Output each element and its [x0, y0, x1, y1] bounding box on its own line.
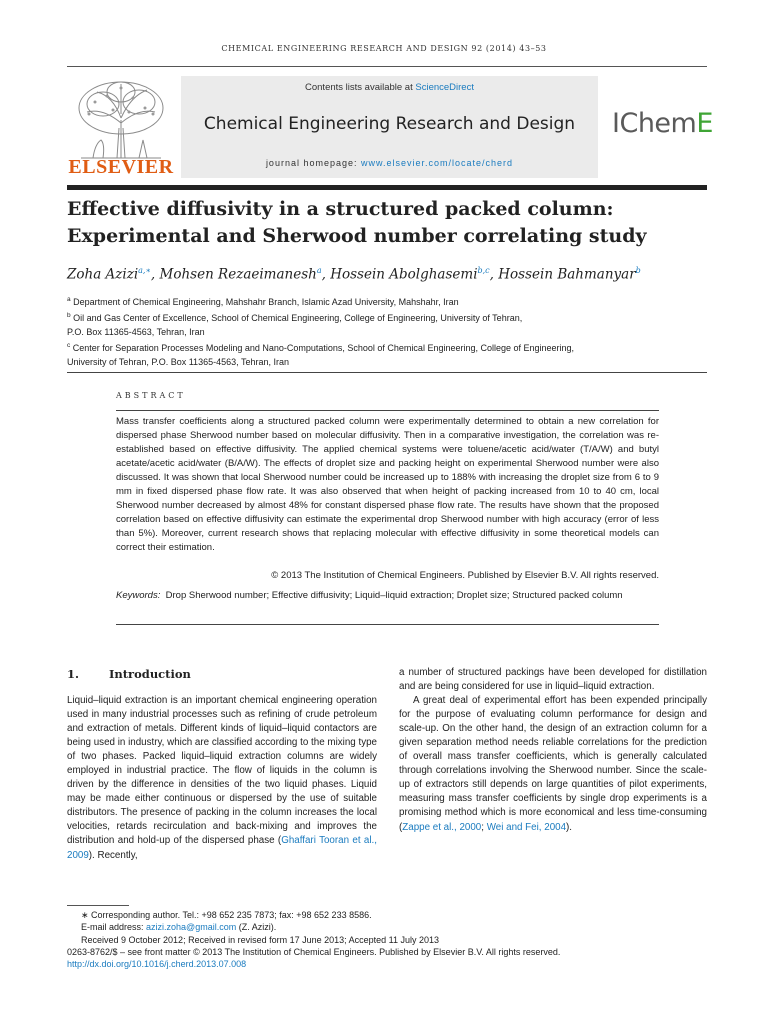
dates-note: Received 9 October 2012; Received in revised form 17 June 2013; Accepted 11 July 2013 — [81, 934, 440, 945]
author-list — [67, 266, 707, 283]
affiliation-line — [67, 355, 707, 369]
author-name[interactable]: Hossein Abolghasemi — [330, 266, 478, 283]
abstract-top-rule — [116, 410, 659, 411]
keywords-list: Drop Sherwood number; Effective diffusivity; Liquid–liquid extraction; Droplet size; Structured packed column — [165, 590, 623, 601]
abstract-heading: ABSTRACT — [116, 391, 186, 400]
author-affiliation-mark[interactable]: b,c — [477, 266, 490, 275]
homepage-link[interactable]: www.elsevier.com/locate/cherd — [361, 158, 514, 168]
section-number: 1. — [67, 667, 80, 681]
author-separator: , — [150, 266, 160, 283]
header-rule — [67, 66, 707, 67]
affiliation-mark: a — [67, 296, 71, 303]
body-column-right — [399, 666, 707, 835]
body-column-left — [67, 694, 377, 863]
masthead-divider — [67, 185, 707, 190]
affiliation-line — [67, 339, 707, 355]
running-head: CHEMICAL ENGINEERING RESEARCH AND DESIGN 92 (2014) 43–53 — [221, 44, 547, 53]
email-note — [67, 921, 707, 933]
author-separator: , — [489, 266, 499, 283]
icheme-logo — [612, 108, 713, 139]
affiliation-line — [67, 309, 707, 325]
affiliation-mark: b — [67, 312, 71, 319]
footnotes — [67, 909, 707, 970]
citation-link[interactable]: Zappe et al., 2000 — [402, 821, 482, 833]
article-title-line-1: Effective diffusivity in a structured packed column: — [67, 198, 614, 220]
sciencedirect-link[interactable]: ScienceDirect — [415, 82, 474, 93]
affiliation-text: Department of Chemical Engineering, Mahshahr Branch, Islamic Azad University, Mahshahr, Iran — [70, 297, 459, 307]
paragraph — [67, 694, 377, 863]
icheme-logo-e: E — [696, 108, 713, 139]
keywords — [116, 589, 659, 603]
homepage-prefix: journal homepage: — [265, 158, 361, 168]
paragraph — [399, 694, 707, 834]
author-affiliation-mark[interactable]: b — [635, 266, 641, 275]
email-tail: (Z. Azizi). — [236, 922, 277, 933]
journal-homepage — [181, 158, 598, 168]
affiliations — [67, 293, 707, 369]
affiliation-line — [67, 293, 707, 309]
paragraph: a number of structured packings have been developed for distillation and are being considered for use in liquid–liquid extraction. — [399, 667, 707, 693]
affiliation-line — [67, 325, 707, 339]
citation-link[interactable]: Wei and Fei, 2004 — [486, 821, 567, 833]
affiliation-text: Center for Separation Processes Modeling and Nano-Computations, School of Chemical Engineering, College of Engineering, — [70, 343, 575, 353]
journal-masthead — [181, 76, 598, 178]
article-title-line-2: Experimental and Sherwood number correlating study — [67, 225, 647, 247]
affiliation-mark: c — [67, 342, 71, 349]
paragraph-text: A great deal of experimental effort has been expended principally for the purpose of evaluating column performance for design and scale-up. On the other hand, the design of an extraction column for a given separation method needs reliable correlations for the prediction of overall mass transfer coefficients, which is generally calculated through correlations involving the Sherwood number. Since the scale-up of extractors still depends on large quantities of pilot experiments, measuring mass transfer coefficients by single drop experiments is a promising method which is more economical and less time-consuming ( — [399, 695, 707, 833]
abstract-copyright: © 2013 The Institution of Chemical Engineers. Published by Elsevier B.V. All rights reserved. — [271, 570, 659, 581]
citation-link[interactable]: Ghaffari Tooran et al., 2009 — [67, 835, 377, 861]
author-affiliation-mark[interactable]: a — [316, 266, 322, 275]
footnote-rule — [67, 905, 129, 906]
elsevier-wordmark: ELSEVIER — [68, 156, 174, 178]
section-heading — [67, 667, 191, 681]
author-name[interactable]: Zoha Azizi — [67, 266, 139, 283]
email-label: E-mail address: — [81, 922, 147, 933]
journal-title: Chemical Engineering Research and Design — [203, 114, 576, 134]
doi-link[interactable]: http://dx.doi.org/10.1016/j.cherd.2013.07.008 — [67, 959, 247, 970]
author-affiliation-mark[interactable]: a,∗ — [138, 266, 151, 275]
corresponding-author-note: ∗ Corresponding author. Tel.: +98 652 235 7873; fax: +98 652 233 8586. — [81, 910, 372, 920]
abstract-bottom-rule — [116, 624, 659, 625]
author-name[interactable]: Mohsen Rezaeimanesh — [159, 266, 317, 283]
citation-separator: ; — [481, 821, 487, 833]
article-title — [67, 196, 707, 250]
affiliation-text: Oil and Gas Center of Excellence, School of Chemical Engineering, College of Engineering, University of Tehran, — [70, 313, 523, 323]
affiliation-divider — [67, 372, 707, 373]
icheme-logo-chem: Chem — [619, 108, 697, 139]
affiliation-text: P.O. Box 11365-4563, Tehran, Iran — [67, 327, 205, 337]
author-name[interactable]: Hossein Bahmanyar — [498, 266, 636, 283]
section-title: Introduction — [109, 667, 191, 681]
front-matter-note: 0263-8762/$ – see front matter © 2013 The Institution of Chemical Engineers. Published by Elsevier B.V. All rights reserved. — [67, 946, 561, 957]
paragraph-text: Liquid–liquid extraction is an important chemical engineering operation used in many industrial processes such as refining of crude petroleum and extraction of metals. Different kinds of liquid–liquid contactors are being used in industry, which are classified according to the mixing type of two phases. Packed liquid–liquid extraction columns are widely employed in industrial practice. The flow of liquids in the column is driven by the difference in densities of the two liquid phases. Liquid may be made either continuous or dispersed by the use of suitable distributors. The presence of packing in the column increases the local velocities, retards recirculation and back-mixing and improves the distribution and hold-up of the dispersed phase ( — [67, 695, 377, 847]
elsevier-tree-icon — [73, 78, 169, 160]
contents-line — [181, 82, 598, 93]
email-link[interactable]: azizi.zoha@gmail.com — [146, 922, 237, 933]
abstract-body: Mass transfer coefficients along a structured packed column were experimentally determined to obtain a new correlation for dispersed phase Sherwood number based on molecular diffusivity. Then in a comparative investigation, the correlation was re-established based on effective diffusivity. The applied chemical systems were toluene/acetic acid/water (T/A/W) and butyl acetate/acetic acid/water (B/A/W). The effects of droplet size and packing height on experimental Sherwood number were also discussed. It was shown that local Sherwood number could be increased up to 188% with increasing the droplet size from 6 to 9 mm in fixed dispersed phase flow rate. It was also observed that when height of packing increased from 10 to 40 cm, local Sherwood number decreased by almost 48% for constant dispersed phase flow rate. The results have shown that the proposed correlation based on effective diffusivity can estimate the experimental drop Sherwood number with high accuracy (error of less than 5%). Moreover, current research shows that replacing molecular with effective diffusivity in some theoretical models can correct their estimation. — [116, 416, 659, 553]
author-separator: , — [321, 266, 331, 283]
paragraph-text: ). — [566, 821, 573, 833]
elsevier-logo — [67, 76, 175, 178]
paragraph-text: ). Recently, — [88, 849, 138, 861]
icheme-logo-i: I — [612, 108, 620, 139]
keywords-label: Keywords: — [116, 590, 161, 601]
affiliation-text: University of Tehran, P.O. Box 11365-4563, Tehran, Iran — [67, 357, 289, 367]
contents-prefix: Contents lists available at — [305, 82, 416, 93]
